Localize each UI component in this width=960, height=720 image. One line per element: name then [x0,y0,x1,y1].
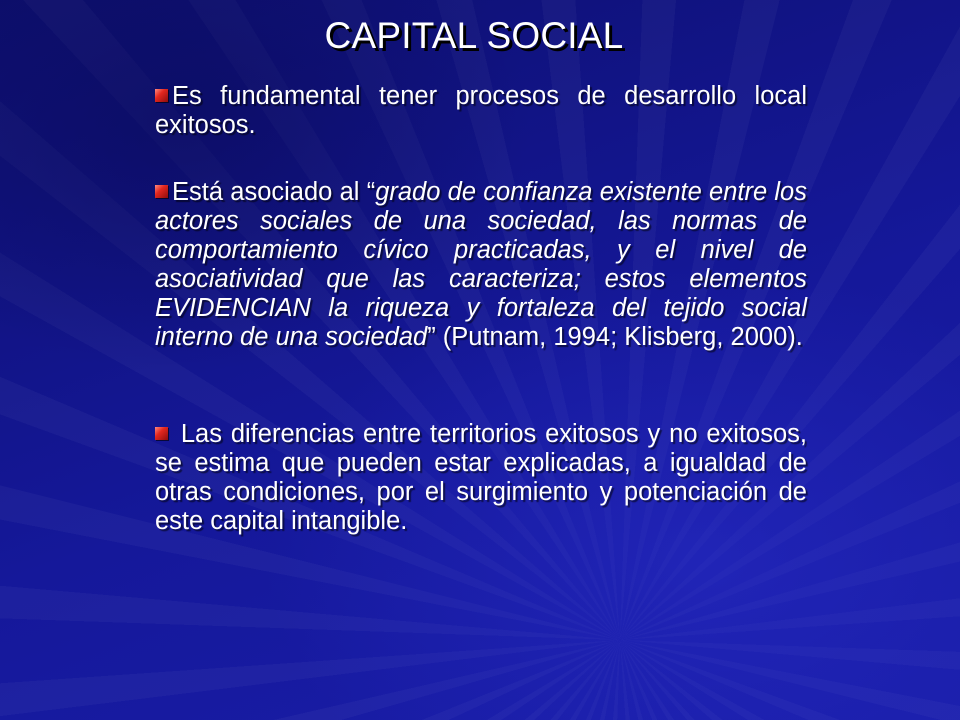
bullet-text-1: Es fundamental tener procesos de desarrollo local exitosos. [155,82,807,139]
bullet-text-2-lead: Está asociado al “ [172,178,376,206]
red-square-bullet-icon [155,185,168,198]
red-square-bullet-icon [155,89,168,102]
bullet-item-2 [155,178,807,352]
bullet-item-1 [155,82,807,140]
red-square-bullet-icon [155,427,168,440]
bullet-text-2-quote: grado de confianza existente entre los actores sociales de una sociedad, las normas de comportamiento cívico practicadas, y el nivel de asociatividad que las caracteriza; estos elementos EVIDENCIAN la riqueza y fortaleza del tejido social interno de una sociedad [155,178,807,351]
bullet-item-3 [155,420,807,536]
bullet-text-2-tail: ” (Putnam, 1994; Klisberg, 2000). [427,323,803,351]
slide-title: CAPITAL SOCIAL [324,15,624,56]
bullet-text-3: Las diferencias entre territorios exitosos y no exitosos, se estima que pueden estar explicadas, a igualdad de otras condiciones, por el surgimiento y potenciación de este capital intangible. [155,420,807,535]
